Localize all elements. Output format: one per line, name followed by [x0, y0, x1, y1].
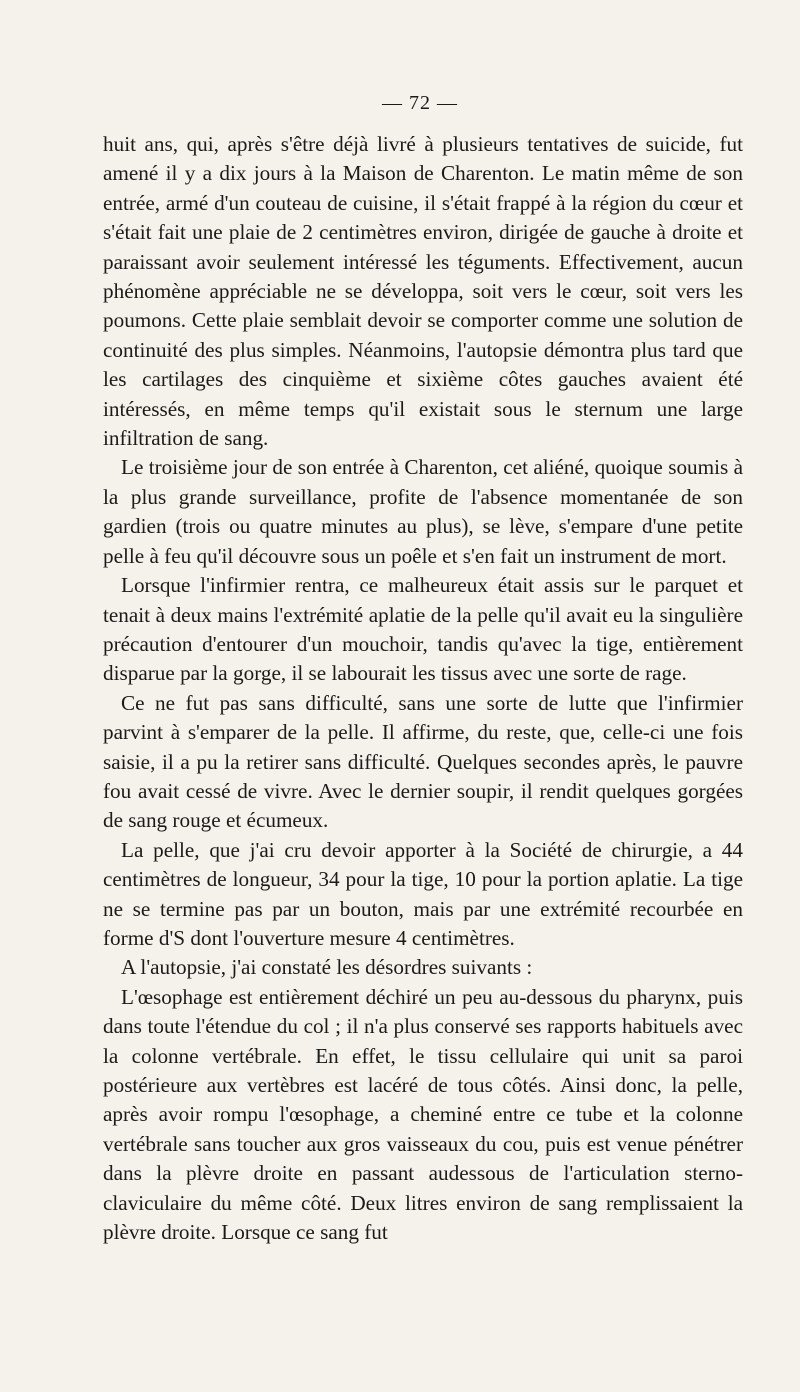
paragraph-2: Le troisième jour de son entrée à Charenton, cet aliéné, quoique soumis à la plus grande surveillance, profite de l'absence momentanée de son gardien (trois ou quatre minutes au plus), se lève, s'empare d'une petite pelle à feu qu'il découvre sous un poêle et s'en fait un instrument de mort. — [103, 455, 743, 568]
paragraph-3: Lorsque l'infirmier rentra, ce malheureux était assis sur le parquet et tenait à deux mains l'extrémité aplatie de la pelle qu'il avait eu la singulière précaution d'entourer d'un mouchoir, tandis qu'avec la tige, entièrement disparue par la gorge, il se labourait les tissus avec une sorte de rage. — [103, 573, 743, 686]
paragraph-1: huit ans, qui, après s'être déjà livré à plusieurs tentatives de suicide, fut amené il y a dix jours à la Maison de Charenton. Le matin même de son entrée, armé d'un couteau de cuisine, il s'était frappé à la région du cœur et s'était fait une plaie de 2 centimètres environ, dirigée de gauche à droite et paraissant avoir seulement intéressé les téguments. Effectivement, aucun phénomène appréciable ne se développa, soit vers le cœur, soit vers les poumons. Cette plaie semblait devoir se comporter comme une solution de continuité des plus simples. Néanmoins, l'autopsie démontra plus tard que les cartilages des cinquième et sixième côtes gauches avaient été intéressés, en même temps qu'il existait sous le sternum une large infiltration de sang. — [103, 132, 743, 451]
body-text — [103, 130, 743, 1247]
paragraph-5: La pelle, que j'ai cru devoir apporter à la Société de chirurgie, a 44 centimètres de longueur, 34 pour la tige, 10 pour la portion aplatie. La tige ne se termine pas par un bouton, mais par une extrémité recourbée en forme d'S dont l'ouverture mesure 4 centimètres. — [103, 837, 743, 950]
paragraph-6: A l'autopsie, j'ai constaté les désordres suivants : — [121, 955, 533, 980]
paragraph-4: Ce ne fut pas sans difficulté, sans une sorte de lutte que l'infirmier parvint à s'emparer de la pelle. Il affirme, du reste, que, celle-ci une fois saisie, il a pu la retirer sans difficulté. Quelques secondes après, le pauvre fou avait cessé de vivre. Avec le dernier soupir, il rendit quelques gorgées de sang rouge et écumeux. — [103, 690, 743, 833]
page-number: — 72 — — [382, 92, 458, 114]
paragraph-7: L'œsophage est entièrement déchiré un peu au-dessous du pharynx, puis dans toute l'étendue du col ; il n'a plus conservé ses rapports habituels avec la colonne vertébrale. En effet, le tissu cellulaire qui unit sa paroi postérieure aux vertèbres est lacéré de tous côtés. Ainsi donc, la pelle, après avoir rompu l'œsophage, a cheminé entre ce tube et la colonne vertébrale sans toucher aux gros vaisseaux du cou, puis est venue pénétrer dans la plèvre droite en passant audessous de l'articulation sterno-claviculaire du même côté. Deux litres environ de sang remplissaient la plèvre droite. Lorsque ce sang fut — [103, 984, 743, 1245]
